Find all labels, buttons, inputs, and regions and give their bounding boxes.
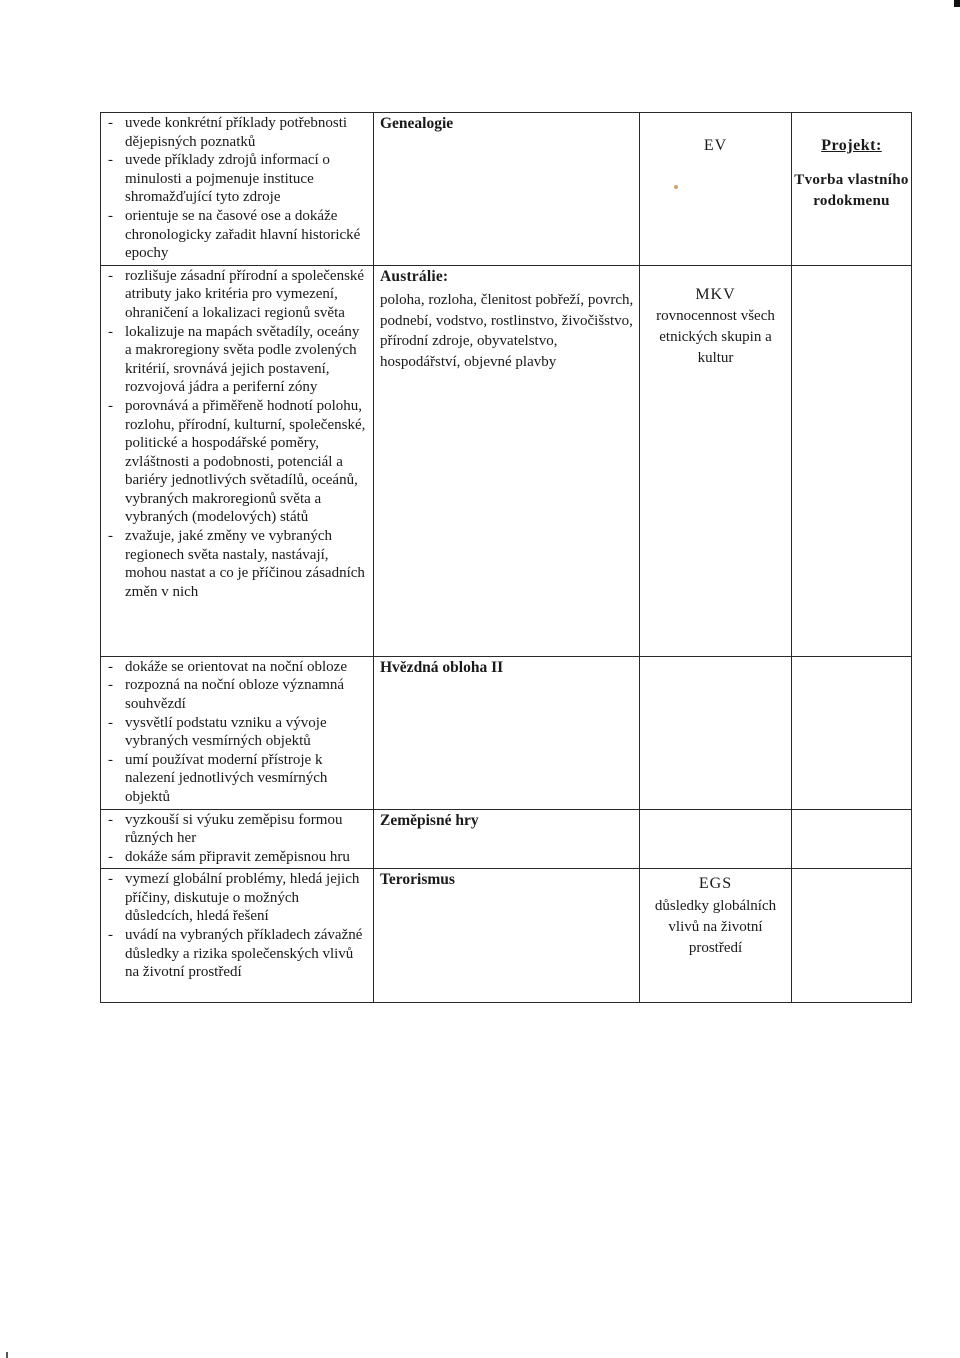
outcomes-list — [101, 869, 373, 984]
table-row — [101, 809, 912, 869]
topic-cell — [374, 809, 640, 869]
theme-code: EV — [703, 137, 728, 154]
theme-description: rovnocennost všech etnických skupin a kultur — [656, 308, 775, 367]
outcome-item: - uvede příklady zdrojů informací o minulosti a pojmenuje instituce shromažďující tyto zdroje — [105, 151, 367, 207]
project-cell — [792, 265, 912, 656]
outcomes-cell — [101, 265, 374, 656]
outcomes-list — [101, 810, 373, 869]
outcomes-cell — [101, 809, 374, 869]
topic-title: Genealogie — [380, 115, 454, 132]
outcome-item: - vymezí globální problémy, hledá jejich příčiny, diskutuje o možných důsledcích, hledá řešení — [105, 870, 367, 926]
topic-title: Terorismus — [380, 871, 455, 889]
topic-cell — [374, 113, 640, 266]
theme-description: důsledky globálních vlivů na životní prostředí — [654, 897, 777, 956]
table-row — [101, 869, 912, 1003]
theme-cell — [640, 869, 792, 1003]
outcome-item: - porovnává a přiměřeně hodnotí polohu, rozlohu, přírodní, kulturní, společenské, politické a hospodářské poměry, zvláštnosti a podobnosti, potenciál a bariéry jednotlivých světadílů, oceánů, vybraných makroregionů světa a vybraných (modelových) států — [105, 397, 367, 527]
outcome-item: - rozpozná na noční obloze významná souhvězdí — [105, 676, 367, 713]
scan-edge-mark — [6, 1352, 8, 1358]
outcome-item: - rozlišuje zásadní přírodní a společenské atributy jako kritéria pro vymezení, ohraničení a lokalizaci regionů světa — [105, 267, 367, 323]
theme-cell — [640, 113, 792, 266]
outcome-item: - dokáže sám připravit zeměpisnou hru — [105, 848, 367, 867]
outcome-item: - lokalizuje na mapách světadíly, oceány a makroregiony světa podle zvolených kritérií, srovnává jejich postavení, rozvojová jádra a periferní zóny — [105, 323, 367, 397]
topic-title: Austrálie: — [380, 267, 449, 285]
table-row — [101, 265, 912, 656]
topic-cell — [374, 869, 640, 1003]
outcome-item: - vysvětlí podstatu vzniku a vývoje vybraných vesmírných objektů — [105, 714, 367, 751]
outcome-item: - uvede konkrétní příklady potřebnosti dějepisných poznatků — [105, 114, 367, 151]
scan-corner-mark — [954, 0, 960, 7]
curriculum-table — [100, 112, 912, 1003]
outcomes-list — [101, 657, 373, 809]
outcomes-cell — [101, 656, 374, 809]
topic-body: poloha, rozloha, členitost pobřeží, povrch, podnebí, vodstvo, rostlinstvo, živočišstvo, přírodní zdroje, obyvatelstvo, hospodářství, objevné plavby — [380, 292, 634, 370]
topic-title: Hvězdná obloha II — [380, 658, 504, 676]
project-label: Projekt: — [821, 137, 882, 154]
project-cell — [792, 809, 912, 869]
outcomes-list — [101, 113, 373, 265]
outcome-item: - zvažuje, jaké změny ve vybraných regionech světa nastaly, nastávají, mohou nastat a co je příčinou zásadních změn v nich — [105, 527, 367, 601]
theme-cell — [640, 265, 792, 656]
outcomes-cell — [101, 113, 374, 266]
outcomes-list — [101, 266, 373, 604]
project-cell — [792, 869, 912, 1003]
topic-cell — [374, 656, 640, 809]
topic-cell — [374, 265, 640, 656]
theme-cell — [640, 809, 792, 869]
project-text: Tvorba vlastního rodokmenu — [794, 171, 909, 209]
topic-title: Zeměpisné hry — [380, 811, 479, 829]
theme-cell — [640, 656, 792, 809]
outcome-item: - vyzkouší si výuku zeměpisu formou různých her — [105, 811, 367, 848]
outcomes-cell — [101, 869, 374, 1003]
outcome-item: - dokáže se orientovat na noční obloze — [105, 658, 367, 677]
table-row — [101, 656, 912, 809]
outcome-item: - umí používat moderní přístroje k nalezení jednotlivých vesmírných objektů — [105, 751, 367, 807]
outcome-item: - uvádí na vybraných příkladech závažné důsledky a rizika společenských vlivů na životní prostředí — [105, 926, 367, 982]
table-row — [101, 113, 912, 266]
theme-code: EGS — [698, 875, 733, 893]
project-cell — [792, 113, 912, 266]
outcome-item: - orientuje se na časové ose a dokáže chronologicky zařadit hlavní historické epochy — [105, 207, 367, 263]
project-cell — [792, 656, 912, 809]
theme-code: MKV — [695, 285, 736, 303]
